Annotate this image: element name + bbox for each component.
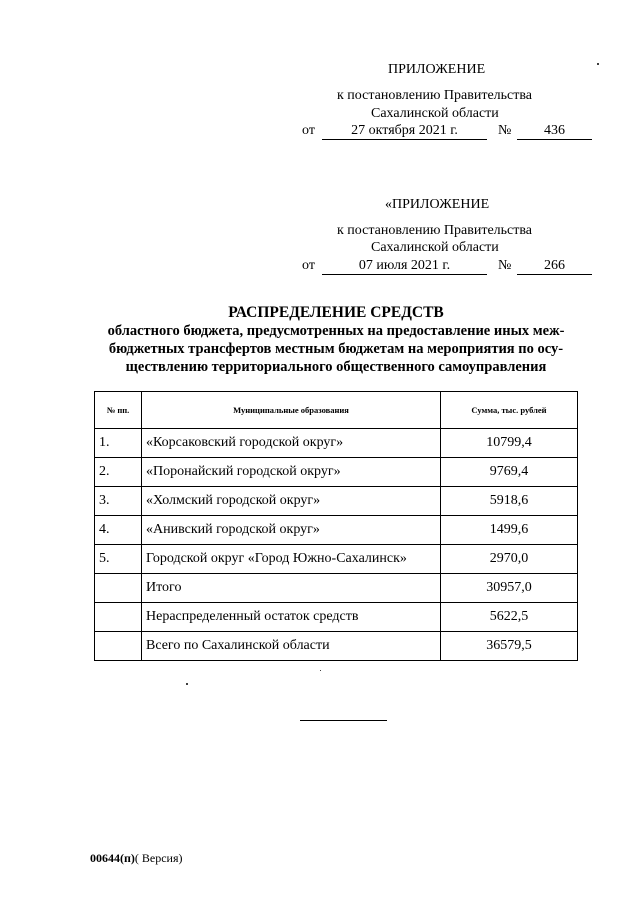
- row-name: «Корсаковский городской округ»: [142, 429, 441, 458]
- table-header-row: [95, 392, 578, 429]
- doc-title-line4: ществлению территориального общественного самоуправления: [125, 359, 547, 375]
- annex1-num-sign: №: [498, 123, 512, 138]
- doc-title-line1: РАСПРЕДЕЛЕНИЕ СРЕДСТВ: [228, 304, 444, 321]
- doc-title-line2: областного бюджета, предусмотренных на предоставление иных меж-: [107, 323, 565, 339]
- annex2-line1: к постановлению Правительства: [337, 223, 533, 238]
- annex1-number: 436: [517, 123, 592, 140]
- row-sum: 1499,6: [441, 516, 578, 545]
- row-num: 5.: [95, 545, 142, 574]
- table-row: [95, 429, 578, 458]
- row-num: 1.: [95, 429, 142, 458]
- row-name: «Поронайский городской округ»: [142, 458, 441, 487]
- row-sum: 9769,4: [441, 458, 578, 487]
- scan-speck: [320, 670, 321, 671]
- footer-code: 00644(п): [90, 851, 135, 865]
- footer-version: ( Версия): [134, 851, 183, 865]
- table-row: [95, 603, 578, 632]
- header-num: № пп.: [95, 392, 142, 429]
- annex1-date: 27 октября 2021 г.: [322, 123, 487, 140]
- annex1-from: от: [302, 123, 315, 138]
- annex2-from: от: [302, 258, 315, 273]
- annex1-line2: Сахалинской области: [371, 106, 499, 121]
- footer: [90, 851, 183, 866]
- scan-speck: [597, 63, 599, 65]
- row-name: «Холмский городской округ»: [142, 487, 441, 516]
- header-sum: Сумма, тыс. рублей: [441, 392, 578, 429]
- doc-title-line3: бюджетных трансфертов местным бюджетам на мероприятия по осу-: [108, 341, 564, 357]
- row-name: Всего по Сахалинской области: [142, 632, 441, 661]
- table-row: [95, 458, 578, 487]
- separator-line: [300, 720, 387, 721]
- row-name: Итого: [142, 574, 441, 603]
- annex2-date: 07 июля 2021 г.: [322, 258, 487, 275]
- row-name: «Анивский городской округ»: [142, 516, 441, 545]
- annex2-title: «ПРИЛОЖЕНИЕ: [385, 197, 490, 212]
- row-sum: 10799,4: [441, 429, 578, 458]
- row-sum: 5918,6: [441, 487, 578, 516]
- annex2-number: 266: [517, 258, 592, 275]
- row-sum: 30957,0: [441, 574, 578, 603]
- row-name: Нераспределенный остаток средств: [142, 603, 441, 632]
- row-num: [95, 632, 142, 661]
- row-name: Городской округ «Город Южно-Сахалинск»: [142, 545, 441, 574]
- table-row: [95, 574, 578, 603]
- table-row: [95, 516, 578, 545]
- scan-speck: [186, 683, 188, 685]
- row-num: 4.: [95, 516, 142, 545]
- annex2-line2: Сахалинской области: [371, 240, 499, 255]
- table-row: [95, 487, 578, 516]
- table-row: [95, 545, 578, 574]
- annex1-line1: к постановлению Правительства: [337, 88, 533, 103]
- table-row: [95, 632, 578, 661]
- row-num: [95, 603, 142, 632]
- doc-title: [95, 304, 577, 376]
- annex1-title: ПРИЛОЖЕНИЕ: [388, 62, 486, 77]
- row-sum: 36579,5: [441, 632, 578, 661]
- row-num: 3.: [95, 487, 142, 516]
- row-sum: 2970,0: [441, 545, 578, 574]
- row-num: [95, 574, 142, 603]
- row-sum: 5622,5: [441, 603, 578, 632]
- annex2-num-sign: №: [498, 258, 512, 273]
- distribution-table: [94, 391, 578, 661]
- header-municipality: Муниципальные образования: [142, 392, 441, 429]
- row-num: 2.: [95, 458, 142, 487]
